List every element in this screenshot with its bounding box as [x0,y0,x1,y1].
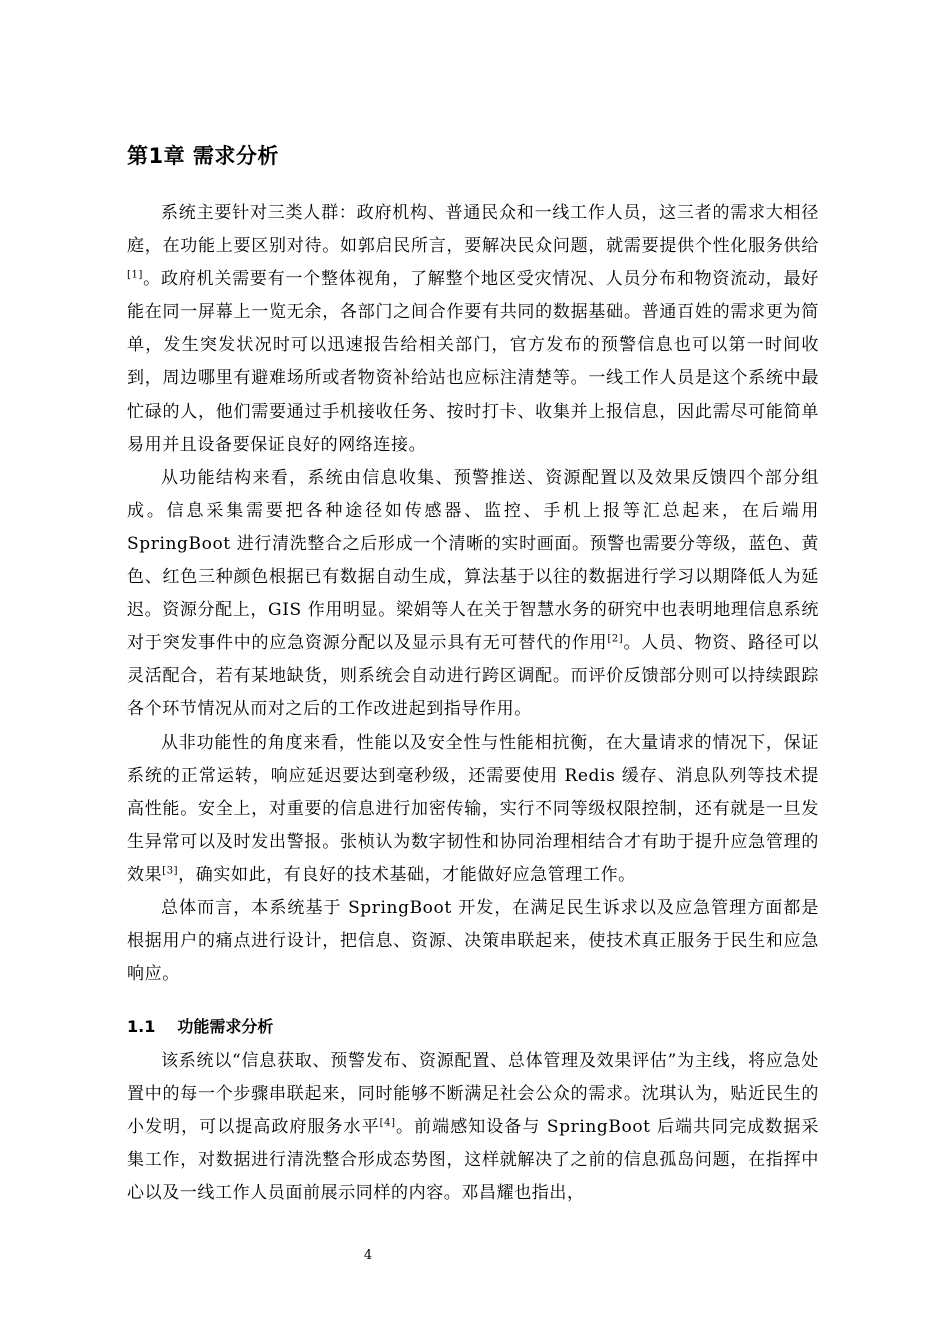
paragraph-text: 该系统以“信息获取、预警发布、资源配置、总体管理及效果评估”为主线，将应急处置中的每一个步骤串联起来，同时能够不断满足社会公众的需求。沈琪认为，贴近民生的小发明，可以提高政府服务水平 [127,1051,819,1138]
paragraph-text: 从功能结构来看，系统由信息收集、预警推送、资源配置以及效果反馈四个部分组成。信息采集需要把各种途径如传感器、监控、手机上报等汇总起来，在后端用 SpringBoot 进行清洗整合之后形成一个清晰的实时画面。预警也需要分等级，蓝色、黄色、红色三种颜色根据已有数据自动生成，算法基于以往的数据进行学习以期降低人为延迟。资源分配上，GIS 作用明显。梁娟等人在关于智慧水务的研究中也表明地理信息系统对于突发事件中的应急资源分配以及显示具有无可替代的作用 [127,467,819,654]
paragraph-function-structure [127,462,819,727]
paragraph-text: 。人员、物资、路径可以灵活配合，若有某地缺货，则系统会自动进行跨区调配。而评价反馈部分则可以持续跟踪各个环节情况从而对之后的工作改进起到指导作用。 [127,633,819,720]
paragraph-text: 总体而言，本系统基于 SpringBoot 开发，在满足民生诉求以及应急管理方面都是根据用户的痛点进行设计，把信息、资源、决策串联起来，使技术真正服务于民生和应急响应。 [127,897,819,985]
paragraph-text: 系统主要针对三类人群：政府机构、普通民众和一线工作人员，这三者的需求大相径庭，在功能上要区别对待。如郭启民所言，要解决民众问题，就需要提供个性化服务供给 [127,203,819,257]
paragraph-non-functional [127,727,819,892]
section-heading [127,1014,273,1037]
paragraph-text: 。前端感知设备与 SpringBoot 后端共同完成数据采集工作，对数据进行清洗整合形成态势图，这样就解决了之前的信息孤岛问题，在指挥中心以及一线工作人员面前展示同样的内容。邓昌耀也指出， [127,1117,819,1204]
section-number: 1.1 [127,1017,156,1036]
paragraph-text: ，确实如此，有良好的技术基础，才能做好应急管理工作。 [178,864,636,885]
paragraph-text: 。政府机关需要有一个整体视角，了解整个地区受灾情况、人员分布和物资流动，最好能在同一屏幕上一览无余，各部门之间合作要有共同的数据基础。普通百姓的需求更为简单，发生突发状况时可以迅速报告给相关部门，官方发布的预警信息也可以第一时间收到，周边哪里有避难场所或者物资补给站也应标注清楚等。一线工作人员是这个系统中最忙碌的人，他们需要通过手机接收任务、按时打卡、收集并上报信息，因此需尽可能简单易用并且设备要保证良好的网络连接。 [127,269,819,455]
citation-ref: [3] [162,865,179,877]
citation-ref: [1] [127,269,143,281]
paragraph-functional-requirements [127,1045,819,1210]
page-number: 4 [363,1248,373,1263]
paragraph-user-groups [127,197,819,462]
paragraph-text: 从非功能性的角度来看，性能以及安全性与性能相抗衡，在大量请求的情况下，保证系统的正常运转，响应延迟要达到毫秒级，还需要使用 Redis 缓存、消息队列等技术提高性能。安全上，对重要的信息进行加密传输，实行不同等级权限控制，还有就是一旦发生异常可以及时发出警报。张桢认为数字韧性和协同治理相结合才有助于提升应急管理的效果 [127,732,819,885]
chapter-title: 第1章 需求分析 [127,144,279,168]
citation-ref: [2] [607,633,624,645]
section-title-text: 功能需求分析 [177,1017,274,1036]
chapter-body [127,197,819,991]
section-body [127,1045,819,1210]
paragraph-summary [127,892,819,991]
citation-ref: [4] [379,1117,396,1129]
